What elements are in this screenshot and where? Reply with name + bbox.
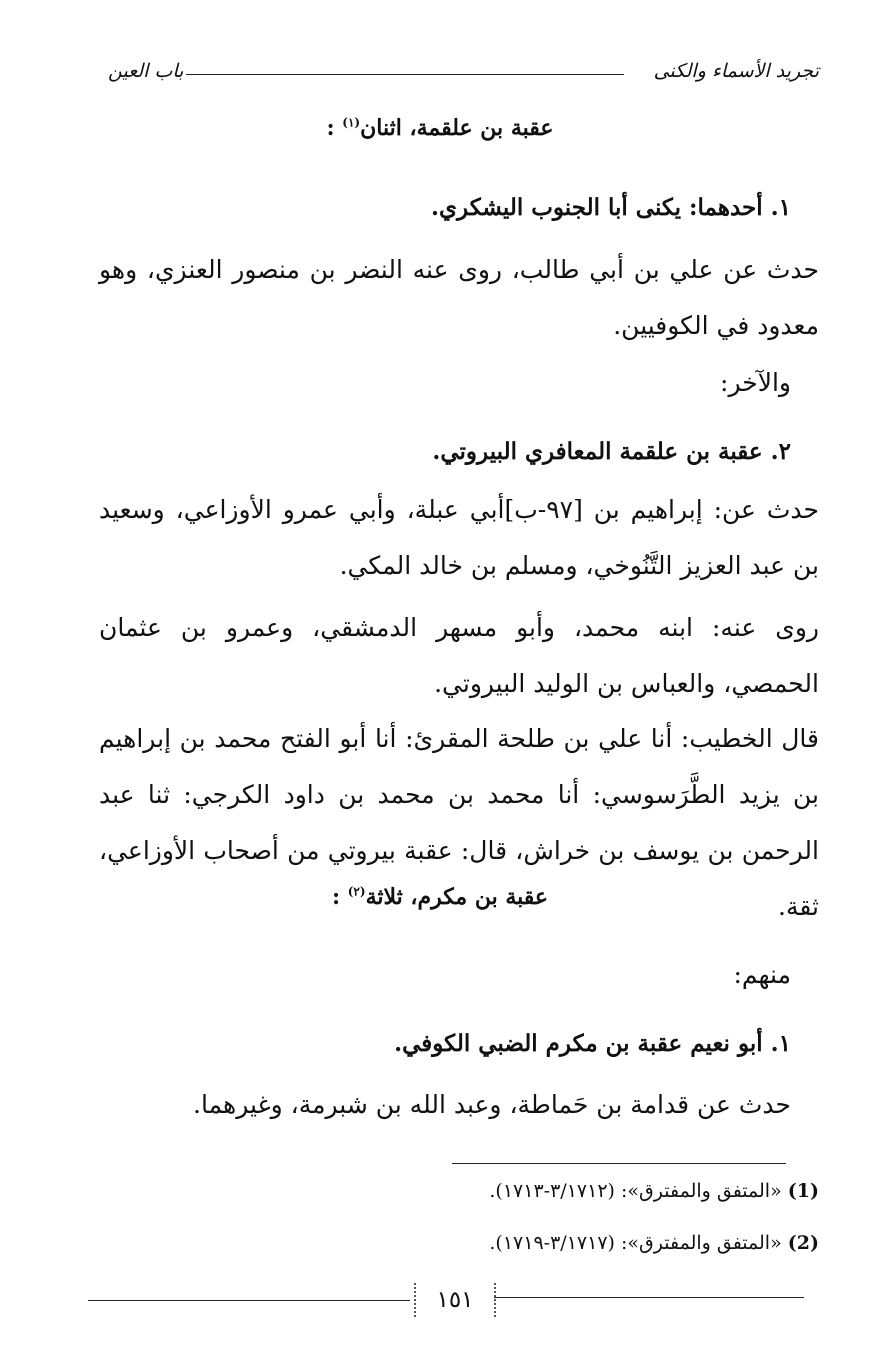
footnote-ref: (٢) <box>347 884 366 899</box>
entry-heading: ٢. عقبة بن علقمة المعافري البيروتي. <box>432 438 791 465</box>
page-number: ١٥١ <box>414 1283 496 1317</box>
entry-heading: ١. أبو نعيم عقبة بن مكرم الضبي الكوفي. <box>394 1030 791 1057</box>
footer-rule <box>88 1300 410 1301</box>
footnote-text: «المتفق والمفترق»: (٣/١٧١٢-١٧١٣). <box>489 1180 782 1202</box>
section-heading-colon: : <box>326 115 335 141</box>
footnote-number: (2) <box>787 1232 819 1254</box>
section-heading <box>80 884 800 910</box>
paragraph: قال الخطيب: أنا علي بن طلحة المقرئ: أنا أبو الفتح محمد بن إبراهيم بن يزيد الطَّرَسوسي: أنا محمد بن محمد بن داود الكرجي: ثنا عبد الرحمن بن يوسف بن خراش، قال: عقبة بيروتي من أصحاب الأوزاعي، ثقة. <box>99 724 819 921</box>
footnote <box>99 1232 819 1254</box>
paragraph: حدث عن: إبراهيم بن [٩٧-ب]أبي عبلة، وأبي عمرو الأوزاعي، وسعيد بن عبد العزيز التَّنُوخي، ومسلم بن خالد المكي. <box>99 495 819 580</box>
section-heading-colon: : <box>331 884 341 910</box>
running-header-chapter: باب العين <box>108 60 184 82</box>
footnote <box>99 1180 819 1202</box>
section-heading <box>80 115 800 141</box>
section-heading-text: عقبة بن مكرم، ثلاثة <box>365 884 549 910</box>
paragraph: حدث عن قدامة بن حَماطة، وعبد الله بن شبرمة، وغيرهما. <box>193 1090 791 1119</box>
paragraph: حدث عن علي بن أبي طالب، روى عنه النضر بن منصور العنزي، وهو معدود في الكوفيين. <box>99 255 819 340</box>
footnote-number: (1) <box>787 1180 819 1202</box>
footer-rule <box>494 1297 804 1298</box>
paragraph-label: والآخر: <box>720 368 791 397</box>
footnote-text: «المتفق والمفترق»: (٣/١٧١٧-١٧١٩). <box>489 1232 782 1254</box>
paragraph-label: منهم: <box>733 960 791 989</box>
section-heading-text: عقبة بن علقمة، اثنان <box>360 115 554 141</box>
header-rule <box>186 74 624 75</box>
entry-heading: ١. أحدهما: يكنى أبا الجنوب اليشكري. <box>431 194 791 221</box>
footnote-ref: (١) <box>342 115 361 130</box>
footnote-rule <box>452 1163 786 1164</box>
running-header-title: تجريد الأسماء والكنى <box>653 60 819 82</box>
paragraph: روى عنه: ابنه محمد، وأبو مسهر الدمشقي، وعمرو بن عثمان الحمصي، والعباس بن الوليد البيروتي. <box>99 613 819 698</box>
